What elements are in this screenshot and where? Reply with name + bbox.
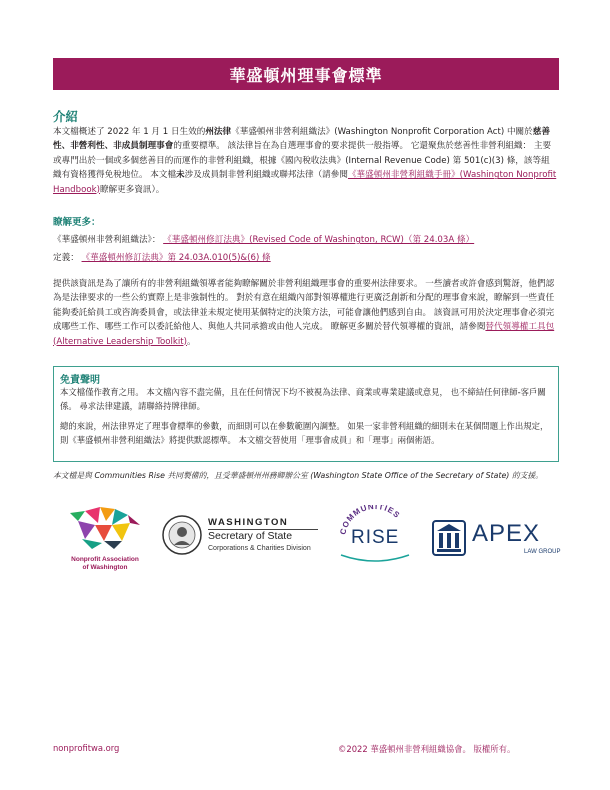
rcw-definitions-link[interactable]: 《華盛頓州修訂法典》第 24.03A.010(5)&(6) 條 bbox=[81, 253, 271, 263]
intro-text: 《華盛頓州非營利組織法》(Washington Nonprofit Corporation Act) 中關於 bbox=[231, 127, 533, 137]
columns-building-icon bbox=[432, 520, 466, 556]
intro-bold-text: 州法律 bbox=[205, 127, 232, 137]
disclaimer-paragraph-1: 本文檔僅作教育之用。 本文檔內容不盡完備，且在任何情況下均不被視為法律、商業或專業建議或意見， 也不締結任何律師-客戶關係。 尋求法律建議，請聯絡持牌律師。 bbox=[60, 387, 546, 411]
sos-logo-line-2: Secretary of State bbox=[208, 530, 293, 542]
intro-paragraph bbox=[53, 125, 558, 197]
intro-text: 瞭解更多資訊）。 bbox=[99, 184, 165, 195]
page-title: 華盛頓州理事會標準 bbox=[229, 65, 383, 85]
nonprofit-mosaic-icon bbox=[60, 505, 150, 549]
apex-law-group-logo bbox=[432, 520, 562, 560]
intro-bold-text: 慈善性、非營利性、非成員制理事會 bbox=[53, 127, 550, 152]
rcw-24-03a-link[interactable]: 《華盛頓州修訂法典》(Revised Code of Washington, RCW)（第 24.03A 條） bbox=[163, 235, 475, 245]
footer-website-link[interactable]: nonprofitwa.org bbox=[53, 743, 120, 753]
apex-logo-word: APEX bbox=[472, 520, 541, 547]
learn-more-line-1 bbox=[53, 234, 558, 247]
rise-logo-word: RISE bbox=[351, 527, 400, 548]
learn-more-heading: 瞭解更多： bbox=[53, 217, 101, 228]
disclaimer-heading: 免責聲明 bbox=[60, 375, 100, 386]
intro-text: 本文檔概述了 2022 年 1 月 1 日生效的 bbox=[53, 127, 206, 137]
nonprofit-logo-line-2: of Washington bbox=[82, 564, 128, 571]
nonprofit-handbook-link[interactable]: 《華盛頓州非營利組織手冊》(Washington Nonprofit Handbook) bbox=[53, 170, 557, 195]
reference-label: 定義： bbox=[53, 253, 79, 263]
communities-rise-logo bbox=[335, 505, 415, 565]
sos-logo-line-1: WASHINGTON bbox=[208, 517, 289, 528]
rise-logo-arc-text: COMMUNITIES bbox=[338, 505, 402, 536]
reference-label: 《華盛頓州非營利組織法》： bbox=[53, 235, 161, 245]
state-seal-icon bbox=[162, 515, 202, 555]
disclaimer-box bbox=[53, 366, 559, 462]
alternative-leadership-toolkit-link[interactable]: 替代領導權工具包 (Alternative Leadership Toolkit) bbox=[53, 322, 555, 347]
body-paragraph: 提供該資訊是為了讓所有的非營利組織領導者能夠瞭解關於非營利組織理事會的重要州法律要求。 一些讀者或許會感到驚訝，他們認為是法律要求的一些公約實際上是非強制性的。 對於有意在組織內部對領導權進行更廣泛創新和分配的理事會來說，瞭解到一些責任能夠委託給員工或咨詢委員會，或法律並未規定使用某個特定的決策方法，可能會讓他們感到自由。 該資訊可用於決定理事會必須完成哪些工作、哪些工作可以委託給他人、與他人共同承擔或由他人完成。 瞭解更多關於替代領導權的資訊，請參閱替代領導權工具包 (Alternative Leadership Toolkit)。 bbox=[53, 279, 555, 347]
disclaimer-paragraph-2: 總的來說，州法律界定了理事會標準的參數，而細則可以在參數範圍內調整。 如果一家非營利組織的細則未在某個問題上作出規定，則《華盛頓州非營利組織法》將提供默認標準。 本文檔交替使用「理事會成員」和「理事」兩個術語。 bbox=[60, 421, 549, 445]
body-text: 提供該資訊是為了讓所有的非營利組織領導者能夠瞭解關於非營利組織理事會的重要州法律要求。 一些讀者或許會感到驚訝，他們認為是法律要求的一些公約實際上是非強制性的。 對於有意在組織內部對領導權進行更廣泛創新和分配的理事會來說，瞭解到一些責任能夠委託給員工或咨詢委員會，或法律並未規定使用某個特定的決策方法，可能會讓他們感到自由。 該資訊可用於決定理事會必須完成哪些工作、哪些工作可以委託給他人、與他人共同承擔或由他人完成。 瞭解更多關於替代領導權的資訊，請參閱 bbox=[53, 279, 555, 333]
intro-text: 涉及成員制非營利組織或聯邦法律（請參閱 bbox=[184, 170, 348, 181]
intro-text: 的重要標準。 該法律旨在為自選理事會的要求提供一般指導。 它還聚焦於慈善性非營利組織： 主要或專門出於一個或多個慈善目的而運作的非營利組織，根據《國內稅收法典》(Internal Revenue Code) 第 501(c)(3) 條，該等組織有資格獲得免稅地位。 本文檔 bbox=[53, 141, 552, 181]
apex-logo-sub: LAW GROUP bbox=[524, 549, 561, 555]
sos-logo-line-3: Corporations & Charities Division bbox=[208, 545, 311, 552]
credit-note: 本文檔是與 Communities Rise 共同製備的，且受華盛頓州州務卿辦公室 (Washington State Office of the Secretary of State) 的支援。 bbox=[53, 471, 544, 480]
intro-heading: 介紹 bbox=[53, 109, 79, 124]
secretary-of-state-logo bbox=[162, 515, 332, 560]
intro-bold-text: 未 bbox=[176, 170, 185, 181]
nonprofit-association-logo bbox=[60, 505, 150, 570]
footer-copyright: ©2022 華盛頓州非營利組織協會。 版權所有。 bbox=[338, 744, 516, 754]
nonprofit-logo-line-1: Nonprofit Association bbox=[71, 556, 139, 563]
page-title-banner bbox=[53, 58, 559, 90]
learn-more-line-2 bbox=[53, 252, 558, 265]
